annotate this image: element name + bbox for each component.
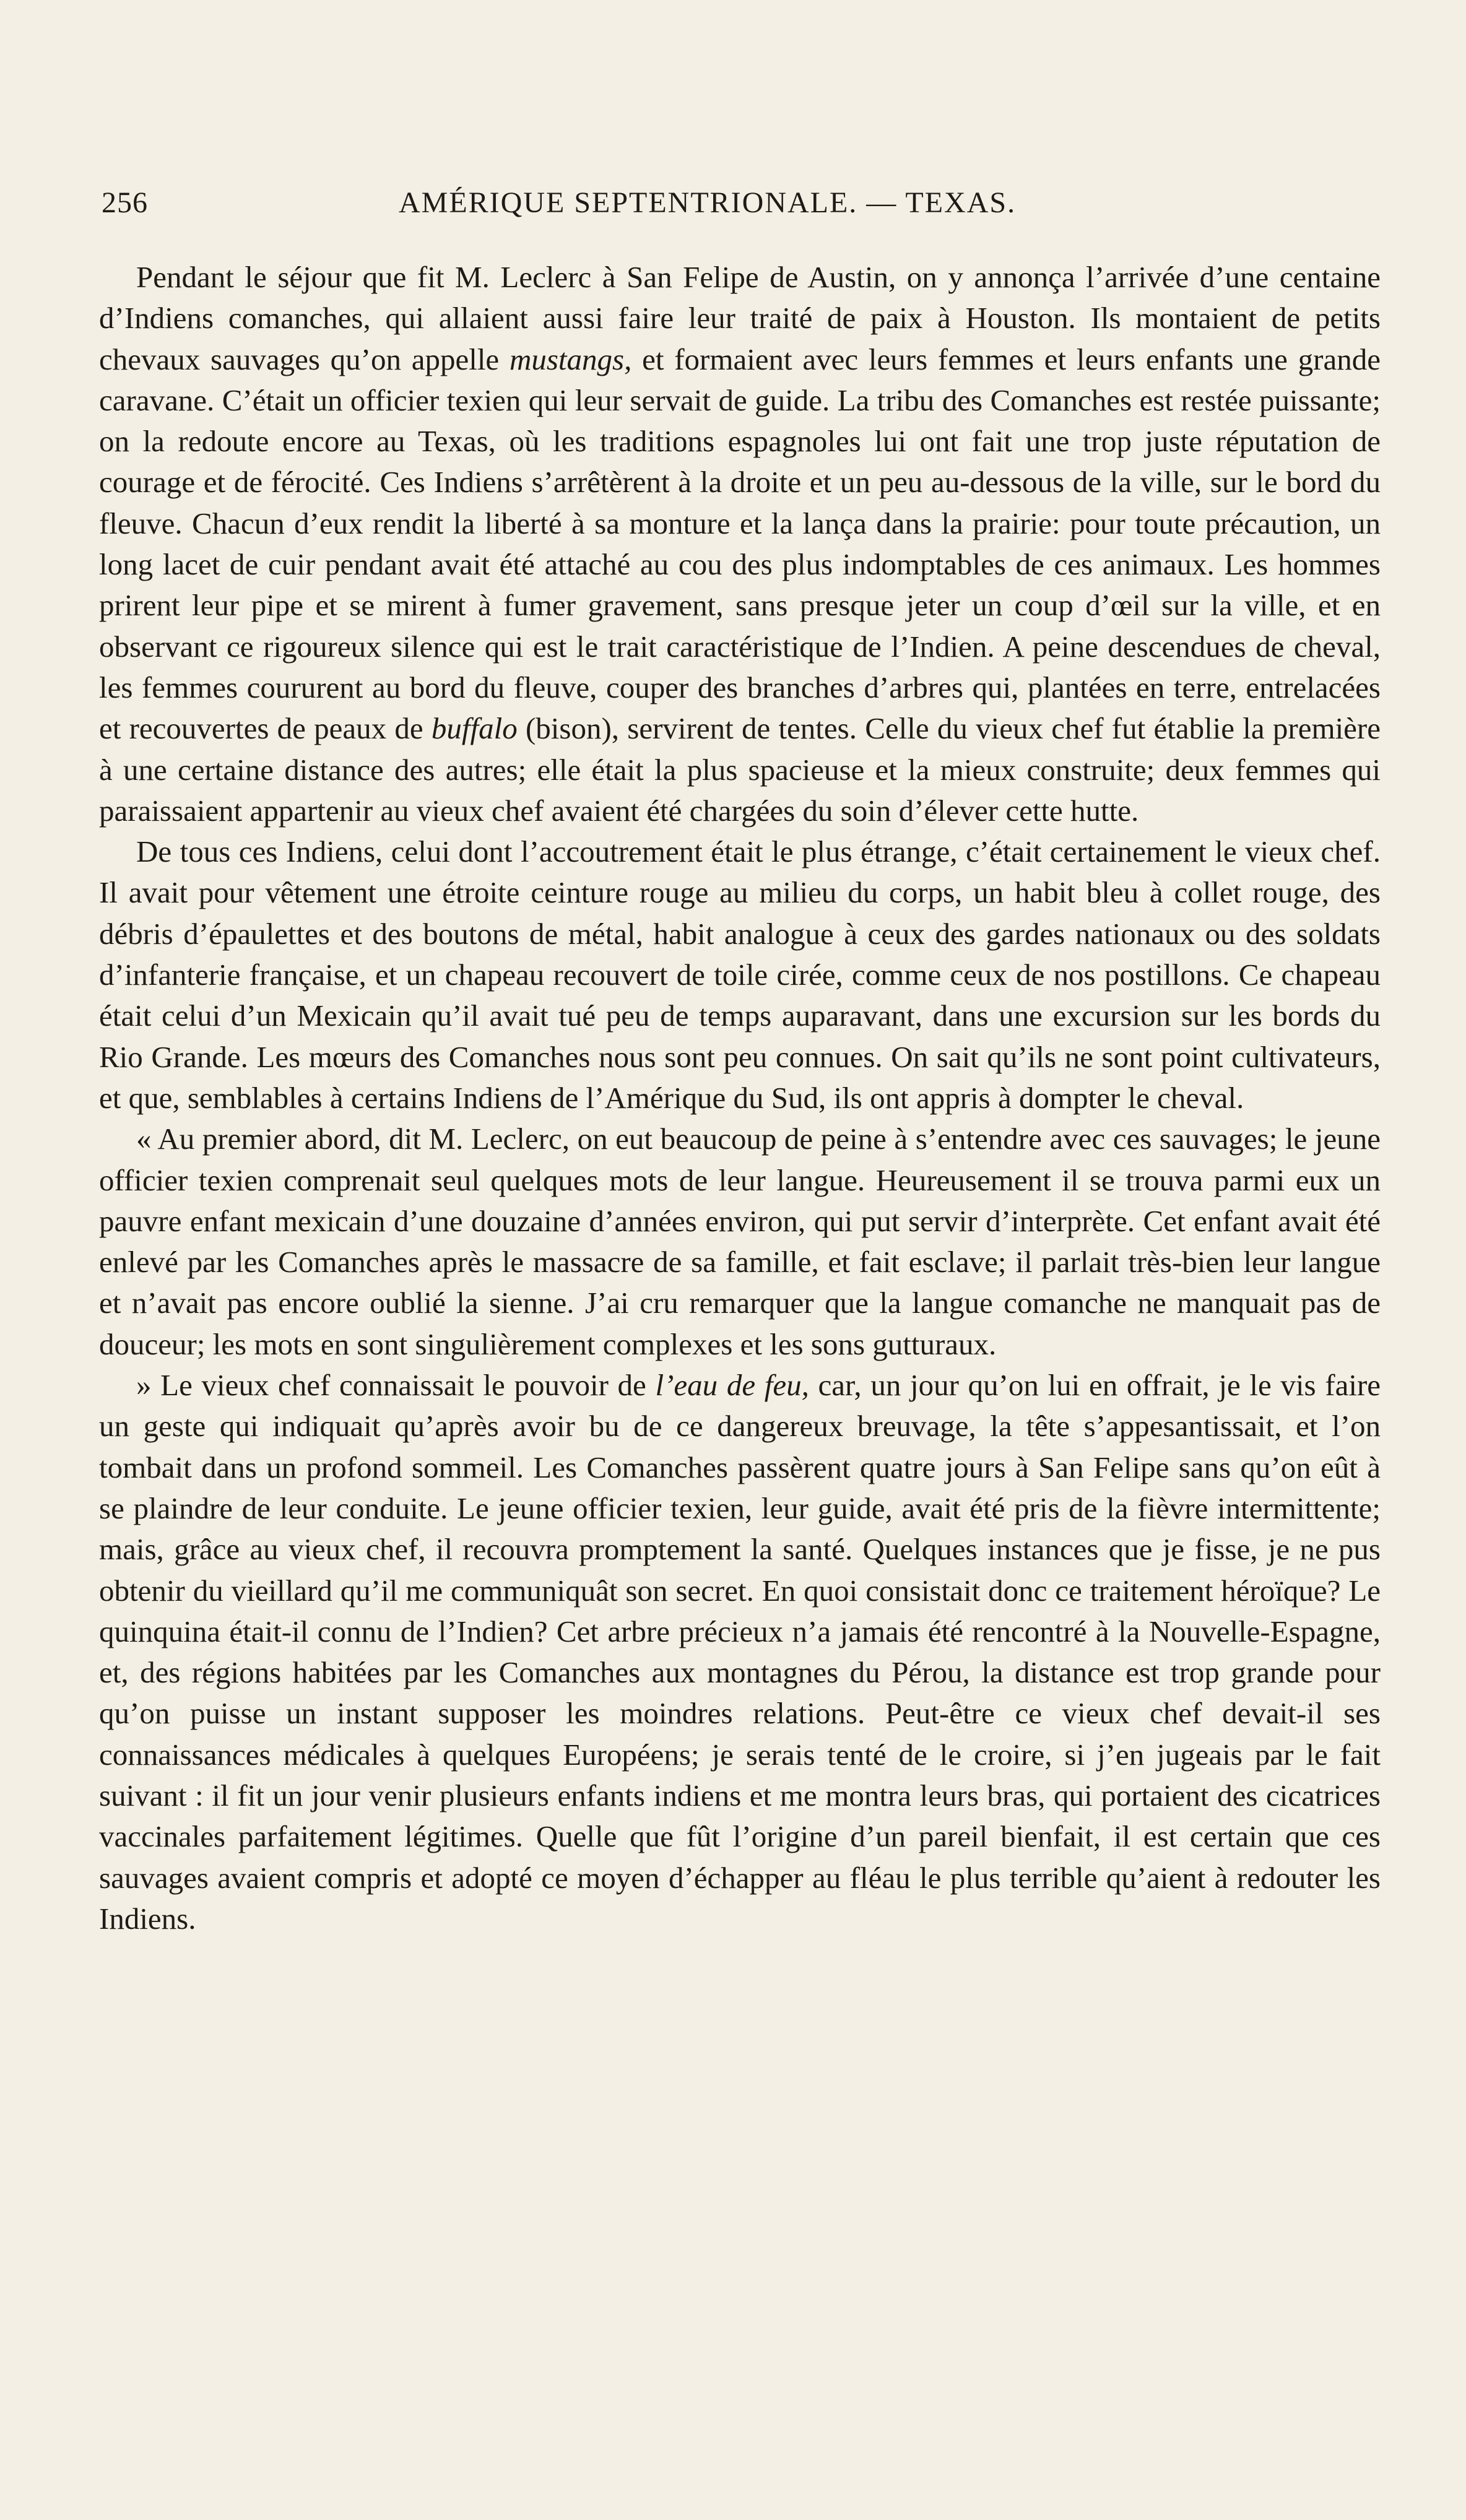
- running-title: AMÉRIQUE SEPTENTRIONALE. — TEXAS.: [399, 186, 1017, 219]
- page-number: 256: [102, 186, 148, 219]
- italic-term-mustangs: mustangs,: [509, 342, 632, 376]
- paragraph-1: [99, 257, 1381, 831]
- paragraph-1-part-b: et formaient avec leurs femmes et leurs enfants une grande caravane. C’était un officier texien qui leur servait de guide. La tribu des Comanches est restée puissante; on la redoute encore au Texas, où les traditions espagnoles lui ont fait une trop juste réputation de courage et de férocité. Ces Indiens s’arrêtèrent à la droite et un peu au-dessous de la ville, sur le bord du fleuve. Chacun d’eux rendit la liberté à sa monture et la lança dans la prairie: pour toute précaution, un long lacet de cuir pendant avait été attaché au cou des plus indomptables de ces animaux. Les hommes prirent leur pipe et se mirent à fumer gravement, sans presque jeter un coup d’œil sur la ville, et en observant ce rigoureux silence qui est le trait caractéristique de l’Indien. A peine descendues de cheval, les femmes coururent au bord du fleuve, couper des branches d’arbres qui, plantées en terre, entrelacées et recouvertes de peaux de: [99, 342, 1381, 746]
- paragraph-2: De tous ces Indiens, celui dont l’accoutrement était le plus étrange, c’était certainement le vieux chef. Il avait pour vêtement une étroite ceinture rouge au milieu du corps, un habit bleu à collet rouge, des débris d’épaulettes et des boutons de métal, habit analogue à ceux des gardes nationaux ou des soldats d’infanterie française, et un chapeau recouvert de toile cirée, comme ceux de nos postillons. Ce chapeau était celui d’un Mexicain qu’il avait tué peu de temps auparavant, dans une excursion sur les bords du Rio Grande. Les mœurs des Comanches nous sont peu connues. On sait qu’ils ne sont point cultivateurs, et que, semblables à certains Indiens de l’Amérique du Sud, ils ont appris à dompter le cheval.: [99, 834, 1381, 1115]
- paragraph-4-part-b: car, un jour qu’on lui en offrait, je le vis faire un geste qui indiquait qu’après avoir bu de ce dangereux breuvage, la tête s’appesantissait, et l’on tombait dans un profond sommeil. Les Comanches passèrent quatre jours à San Felipe sans qu’on eût à se plaindre de leur conduite. Le jeune officier texien, leur guide, avait été pris de la fièvre intermittente; mais, grâce au vieux chef, il recouvra promptement la santé. Quelques instances que je fisse, je ne pus obtenir du vieillard qu’il me communiquât son secret. En quoi consistait donc ce traitement héroïque? Le quinquina était-il connu de l’Indien? Cet arbre précieux n’a jamais été rencontré à la Nouvelle-Espagne, et, des régions habitées par les Comanches aux montagnes du Pérou, la distance est trop grande pour qu’on puisse un instant supposer les moindres relations. Peut-être ce vieux chef devait-il ses connaissances médicales à quelques Européens; je serais tenté de le croire, si j’en jugeais par le fait suivant : il fit un jour venir plusieurs enfants indiens et me montra leurs bras, qui portaient des cicatrices vaccinales parfaitement légitimes. Quelle que fût l’origine d’un pareil bienfait, il est certain que ces sauvages avaient compris et adopté ce moyen d’échapper au fléau le plus terrible qu’aient à redouter les Indiens.: [99, 1368, 1381, 1936]
- paragraph-4-part-a: » Le vieux chef connaissait le pouvoir de: [136, 1368, 656, 1403]
- italic-term-buffalo: buffalo: [431, 711, 518, 746]
- paragraph-3: « Au premier abord, dit M. Leclerc, on eut beaucoup de peine à s’entendre avec ces sauvages; le jeune officier texien comprenait seul quelques mots de leur langue. Heureusement il se trouva parmi eux un pauvre enfant mexicain d’une douzaine d’années environ, qui put servir d’interprète. Cet enfant avait été enlevé par les Comanches après le massacre de sa famille, et fait esclave; il parlait très-bien leur langue et n’avait pas encore oublié la sienne. J’ai cru remarquer que la langue comanche ne manquait pas de douceur; les mots en sont singulièrement complexes et les sons gutturaux.: [99, 1122, 1381, 1361]
- paragraph-4: [99, 1365, 1381, 1939]
- paragraph-1-part-c: (bison), servirent de tentes. Celle du vieux chef fut établie la première à une certaine distance des autres; elle était la plus spacieuse et la mieux construite; deux femmes qui paraissaient appartenir au vieux chef avaient été chargées du soin d’élever cette hutte.: [99, 711, 1381, 828]
- italic-term-eau-de-feu: l’eau de feu,: [655, 1368, 809, 1403]
- running-head: [102, 186, 1092, 235]
- body-text: [99, 257, 1381, 1939]
- paragraph-1-part-a: Pendant le séjour que fit M. Leclerc à San Felipe de Austin, on y annonça l’arrivée d’une centaine d’Indiens comanches, qui allaient aussi faire leur traité de paix à Houston. Ils montaient de petits chevaux sauvages qu’on appelle: [99, 260, 1381, 376]
